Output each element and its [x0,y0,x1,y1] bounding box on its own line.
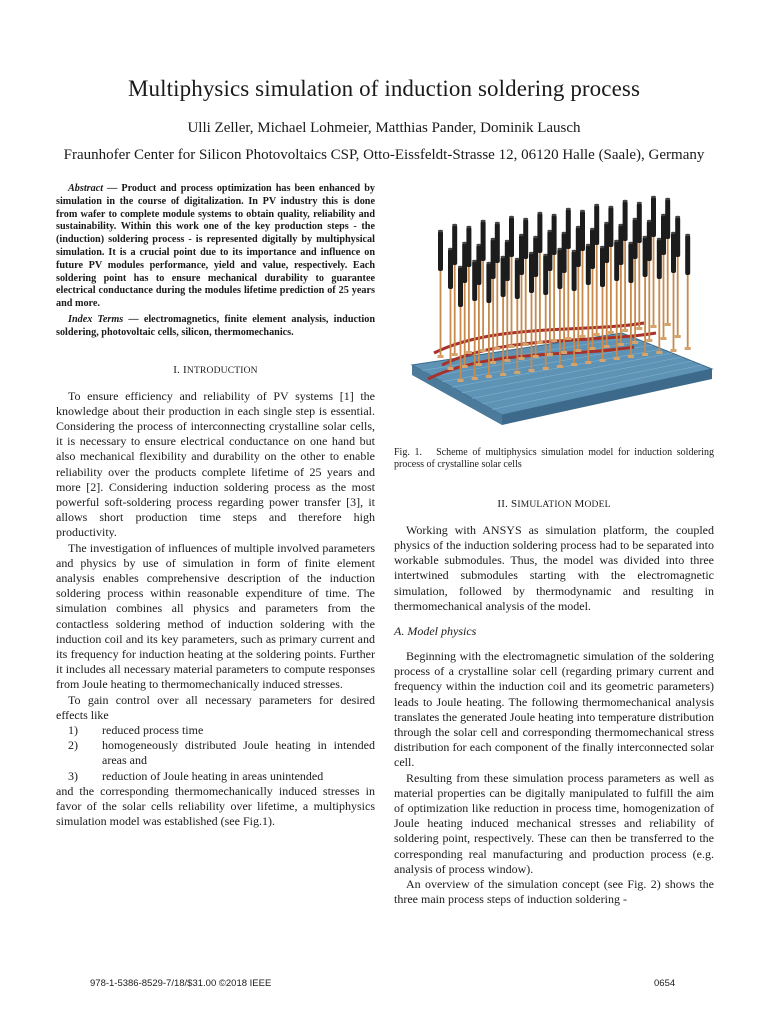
coil-wire [440,265,442,357]
contact-pad [480,349,486,352]
contact-pad [452,353,458,356]
contact-pad [656,351,662,354]
contact-pad [685,347,691,350]
coil-cap [537,212,542,214]
contact-pad [632,341,638,344]
abstract-dash: — [103,183,122,194]
coil-body [481,221,486,261]
contact-pad [547,353,553,356]
contact-pad [472,377,478,380]
coil-cap [481,220,486,222]
contact-pad [533,355,539,358]
contact-pad [600,359,606,362]
coil-cap [452,224,457,226]
coil-cap [495,222,500,224]
contact-pad [594,333,600,336]
contact-pad [665,323,671,326]
contact-pad [490,361,496,364]
coil-cap [580,210,585,212]
contact-pad [462,365,468,368]
coil-body [537,213,542,253]
coil-wire [616,275,618,359]
contact-pad [565,337,571,340]
abstract-lead: Abstract [68,183,104,194]
contact-pad [608,331,614,334]
coil-wire [563,267,565,353]
coil-cap [637,202,642,204]
list-item-number: 2) [68,738,78,753]
list-item-number: 1) [68,723,78,738]
model-physics-paragraph-1: Beginning with the electromagnetic simulation of the soldering process of a crystalline solar cell (regarding primary current and frequency within the induction coil and its geometric parameters) leads to Joule heating. The following thermomechanical analysis translates the generated Joule heating into temperature distribution through the solar cell and corresponding thermomechanical stress distribution for each component of the finally interconnected solar cell. [394,649,714,770]
coil-wire [482,255,484,351]
coil-body [523,219,528,259]
contact-pad [646,339,652,342]
contact-pad [590,347,596,350]
list-item-text: reduction of Joule heating in areas unintended [102,768,324,783]
index-terms-dash: — [123,313,144,325]
coil-wire [567,243,569,339]
contact-pad [580,335,586,338]
coil-wire [592,263,594,349]
intro-paragraph-2: The investigation of influences of multiple involved parameters and physics by use of simulation in form of finite element analysis enables comprehensive description of the induction soldering process within reasonable expenditure of time. The simulation combines all physics and parameters from the contactless soldering method of induction soldering with the induction coil and its key parameters, such as primary current and its frequency for induction heating at the soldering points. Further it includes all necessary material parameters to compute responses from Joule heating to thermomechanically induced stresses. [56,540,375,692]
coil-wire [630,277,632,357]
contact-pad [438,355,444,358]
coil-body [466,227,471,267]
section-rest: ODEL [584,499,611,510]
coil-body [665,199,670,239]
coil-wire [634,253,636,343]
coil-body [509,217,514,257]
model-physics-paragraph-2: Resulting from these simulation process parameters as well as material properties can be digitally manipulated to fulfill the aim of optimization like reduction in process time, homogenization of Joule heating induced mechanical stresses and reliability of soldering point, respectively. These can then be transferred to the corresponding real manufacturing and production process (e.g. analysis of process window). [394,770,714,876]
index-terms-lead: Index Terms [68,313,124,325]
coil-body [651,197,656,237]
list-item [56,769,375,784]
coil-wire [620,259,622,345]
coil-cap [665,198,670,200]
contact-pad [458,379,464,382]
contact-pad [509,345,515,348]
coil-wire [624,235,626,331]
contact-pad [614,357,620,360]
contact-pad [642,353,648,356]
section-rest: NTRODUCTION [186,365,258,376]
coil-wire [474,295,476,379]
section-first-letter: I [183,363,187,376]
coil-wire [488,297,490,377]
list-item-number: 3) [68,768,78,783]
coil-body [566,209,571,249]
coil-wire [596,239,598,335]
contact-pad [604,345,610,348]
coil-cap [523,218,528,220]
footer-page-number: 0654 [654,978,676,989]
coil-cap [552,214,557,216]
coil-wire [492,273,494,363]
coil-wire [663,249,665,339]
coil-body [495,223,500,263]
contact-pad [476,363,482,366]
coil-wire [464,277,466,367]
coil-cap [608,206,613,208]
coil-body [685,235,690,275]
coil-wire [638,237,640,329]
coil-wire [496,257,498,349]
paper-affiliation: Fraunhofer Center for Silicon Photovoltaics CSP, Otto-Eissfeldt-Strasse 12, 06120 Halle (Saale), Germany [63,147,705,163]
coil-wire [460,301,462,381]
coil-wire [559,283,561,367]
contact-pad [675,335,681,338]
coil-wire [454,259,456,355]
coil-wire [516,293,518,373]
figure-label: Fig. 1. [394,447,423,458]
contact-pad [466,351,472,354]
section-heading-simulation-model [394,498,714,510]
coil-body [452,225,457,265]
section-first-letter: S [511,497,518,510]
list-item-text: reduced process time [102,723,204,738]
coil-wire [648,255,650,341]
coil-cap [623,200,628,202]
contact-pad [628,355,634,358]
contact-pad [636,327,642,330]
list-item [56,723,375,738]
coil-cap [651,196,656,198]
section-heading-introduction [56,364,375,376]
coil-wire [577,261,579,351]
coil-wire [511,251,513,347]
contact-pad [585,361,591,364]
coil-body [637,203,642,243]
coil-wire [687,269,689,349]
coil-wire [539,247,541,343]
coil-wire [587,279,589,363]
figure-simulation-model [394,183,714,427]
contact-pad [448,367,454,370]
contact-pad [486,375,492,378]
abstract [56,183,375,311]
coil-wire [506,275,508,361]
coil-wire [553,249,555,341]
contact-pad [661,337,667,340]
coil-cap [566,208,571,210]
contact-pad [651,325,657,328]
coil-body [580,211,585,251]
coil-wire [602,281,604,361]
effects-list [56,723,375,784]
intro-closing: and the corresponding thermomechanically induced stresses in favor of the solar cells reliability over lifetime, a multiphysics simulation model was established (see Fig.1). [56,783,375,829]
index-terms-text: electromagnetics, finite element analysis, induction soldering, photovoltaic cells, silicon, thermomechanics. [56,313,375,338]
contact-pad [575,349,581,352]
paper-authors: Ulli Zeller, Michael Lohmeier, Matthias Pander, Dominik Lausch [187,120,581,136]
coil-wire [582,245,584,337]
contact-pad [500,373,506,376]
section-numeral: II. [497,497,512,510]
coil-wire [535,271,537,357]
contact-pad [551,339,557,342]
simulation-paragraph: Working with ANSYS as simulation platform, the coupled physics of the induction soldering process had to be separated into workable submodules. Thus, the model was divided into three intertwined submodules starting with the electromagnetic simulation, followed by thermodynamic and resulting in thermomechanical analysis of the model. [394,522,714,613]
coil-wire [658,273,660,353]
subsection-heading-model-physics: A. Model physics [394,624,477,639]
coil-wire [521,269,523,359]
section-rest: IMULATION [517,499,575,510]
contact-pad [618,343,624,346]
coil-cap [594,204,599,206]
coil-body [438,231,443,271]
contact-pad [571,363,577,366]
coil-wire [468,261,470,353]
coil-body [608,207,613,247]
coil-wire [653,231,655,327]
coil-wire [677,251,679,337]
model-physics-paragraph-3: An overview of the simulation concept (see Fig. 2) shows the three main process steps of induction soldering - [394,877,714,907]
coil-wire [545,289,547,369]
contact-pad [529,369,535,372]
coil-cap [466,226,471,228]
coil-wire [610,241,612,333]
coil-cap [509,216,514,218]
coil-wire [573,285,575,365]
coil-body [594,205,599,245]
coil-cap [675,216,680,218]
figure-caption-text: Scheme of multiphysics simulation model for induction soldering process of crystalline solar cells [394,447,715,471]
section-numeral: I. [173,363,184,376]
contact-pad [622,329,628,332]
coil-wire [450,283,452,369]
left-column [56,183,375,829]
coil-wire [667,233,669,325]
footer-copyright: 978-1-5386-8529-7/18/$31.00 ©2018 IEEE [90,978,272,989]
coil-body [552,215,557,255]
coil-body [675,217,680,257]
contact-pad [519,357,525,360]
coil-wire [531,287,533,371]
contact-pad [543,367,549,370]
contact-pad [561,351,567,354]
coil-cap [685,234,690,236]
intro-paragraph-3: To gain control over all necessary parameters for desired effects like [56,692,375,722]
section-first-letter: M [574,497,585,510]
abstract-text: Product and process optimization has been enhanced by simulation in the course of digitalization. In PV industry this is done from wafer to complete module systems to obtain quality, reliability and sustainability. Within this work one of the key production steps - the (induction) soldering process - is represented digitally by multiphysical simulation. It is a crucial point due to its importance and influence on future PV modules performance, yield and value, respectively. Each soldering point has to ensure mechanical durability to guarantee electrical conductance during the modules lifetime prediction of 25 years and more. [56,183,376,310]
coil-wire [502,291,504,375]
right-column [394,183,714,907]
contact-pad [494,347,500,350]
list-item [56,738,375,768]
coil-wire [525,253,527,345]
coil-body [623,201,628,241]
list-item-text: homogeneously distributed Joule heating in intended areas and [102,738,375,768]
index-terms [56,314,375,340]
coil-cap [438,230,443,232]
figure-caption [394,447,714,472]
contact-pad [514,371,520,374]
intro-paragraph-1: To ensure efficiency and reliability of PV systems [1] the knowledge about their production in each single step is essential. Considering the process of interconnecting crystalline solar cells, it is necessary to ensure electrical conductance on one hand but also mechanical flexibility and durability on the other to enable reliability over the products complete lifetime of 25 years and more [2]. Considering induction soldering process as the most powerful soft-soldering process regarding power transfer [3], it allows short production time steps and therefore high productivity. [56,388,375,540]
contact-pad [671,349,677,352]
simulation-model-illustration [394,183,714,427]
coil-wire [478,279,480,365]
contact-pad [504,359,510,362]
contact-pad [523,343,529,346]
coil-wire [644,271,646,355]
contact-pad [557,365,563,368]
coil-wire [606,257,608,347]
coil-wire [673,267,675,351]
paper-title: Multiphysics simulation of induction soldering process [128,76,640,101]
contact-pad [537,341,543,344]
coil-wire [549,265,551,355]
